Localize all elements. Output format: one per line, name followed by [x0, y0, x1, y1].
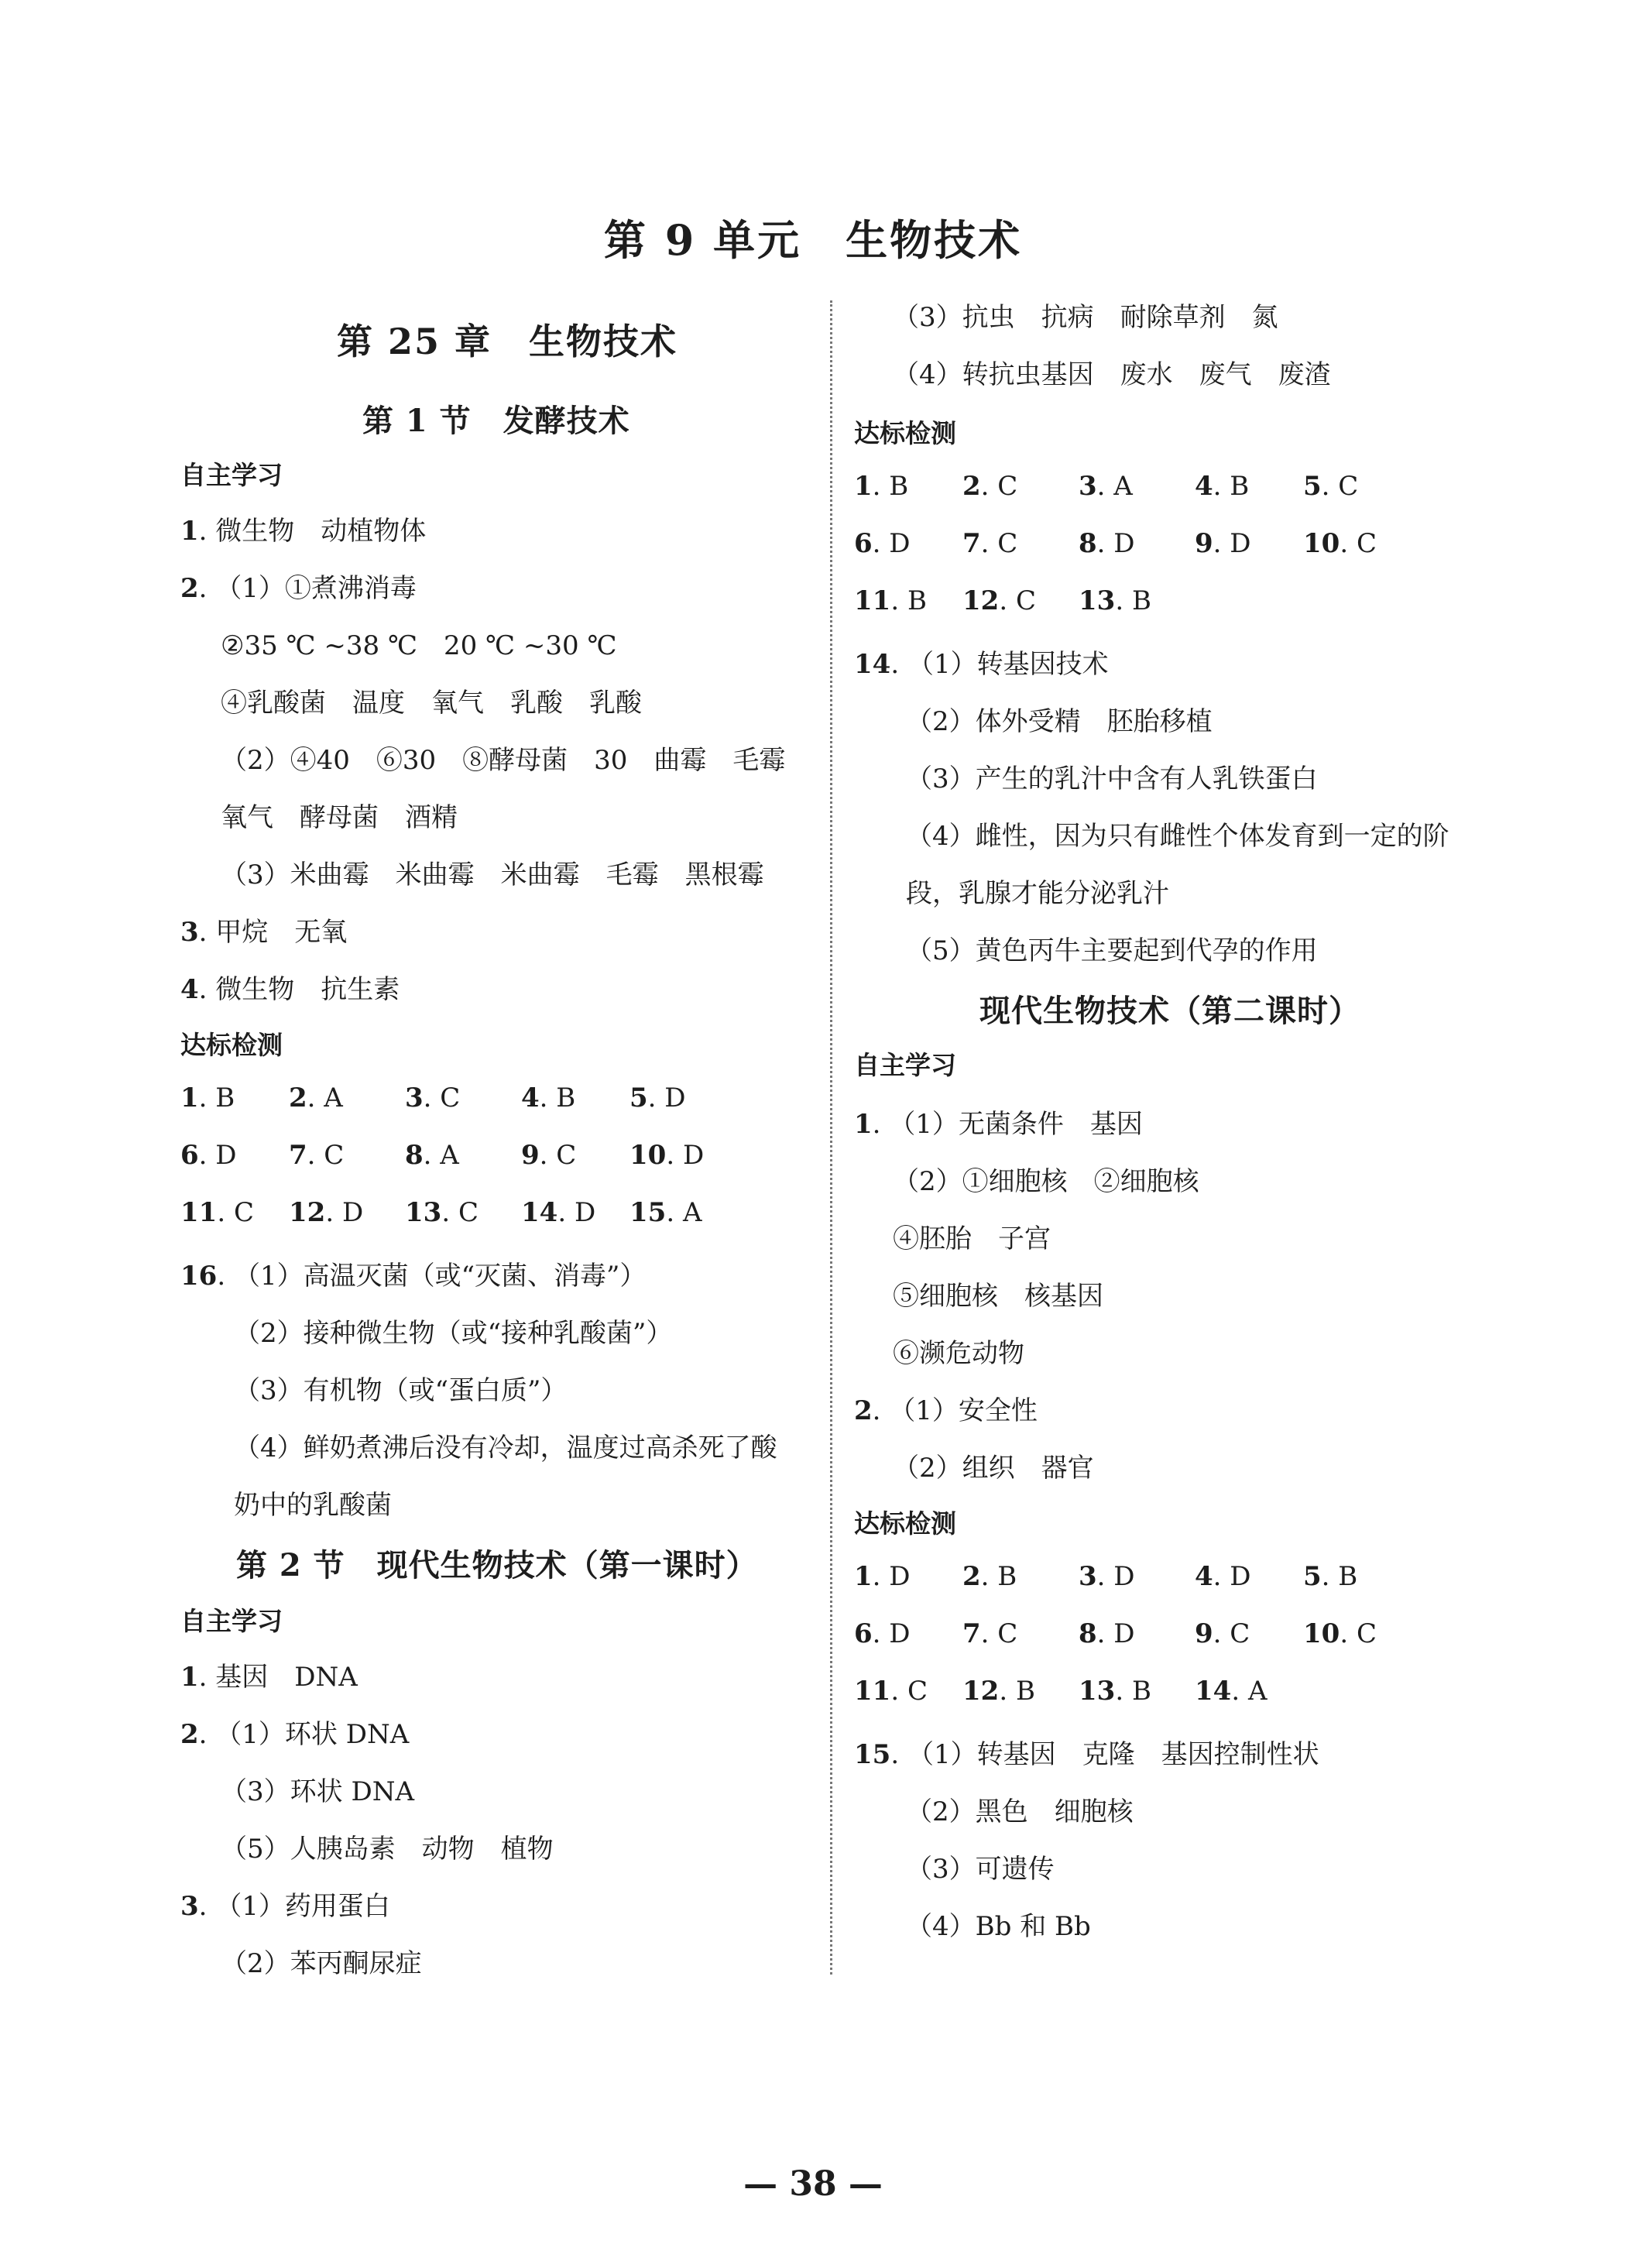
page-number: — 38 — — [743, 2164, 883, 2204]
r-self-item-1-line: ④胚胎 子宫 — [893, 1223, 1051, 1254]
answer-item: 8. A — [405, 1140, 459, 1171]
answer-item: 8. D — [1079, 528, 1135, 559]
s2-self-item-2-line: （3）环状 DNA — [221, 1776, 415, 1807]
s1-q16-line: 奶中的乳酸菌 — [234, 1490, 392, 1521]
answer-item: 5. B — [1303, 1561, 1358, 1592]
answer-item: 7. C — [962, 528, 1018, 559]
s2-self-item-3-line: （2）苯丙酮尿症 — [221, 1948, 422, 1979]
answer-item: 7. C — [962, 1618, 1018, 1649]
r-self-item-2: 2. （1）安全性 — [854, 1395, 1038, 1426]
r-q15-line: 15. （1）转基因 克隆 基因控制性状 — [854, 1739, 1319, 1770]
answer-item: 14. A — [1195, 1676, 1268, 1707]
section-3-title: 现代生物技术（第二课时） — [979, 993, 1360, 1029]
s1-self-item-2-line: ④乳酸菌 温度 氧气 乳酸 乳酸 — [221, 688, 642, 719]
s1-self-item-1: 1. 微生物 动植物体 — [180, 516, 427, 547]
r-q15-line: （3）可遗传 — [906, 1854, 1055, 1885]
answer-item: 10. C — [1303, 528, 1377, 559]
r-self-item-1-line: （2）①细胞核 ②细胞核 — [893, 1166, 1199, 1197]
r-test2-heading: 达标检测 — [854, 1508, 956, 1539]
r-test1-heading: 达标检测 — [854, 418, 956, 448]
answer-item: 6. D — [180, 1140, 237, 1171]
r-self-item-1-line: ⑥濒危动物 — [893, 1338, 1024, 1369]
r-self-item-1-line: ⑤细胞核 核基因 — [893, 1281, 1103, 1312]
answer-item: 10. C — [1303, 1618, 1377, 1649]
answer-item: 6. D — [854, 528, 911, 559]
answer-item: 7. C — [289, 1140, 345, 1171]
s1-q16-line: （2）接种微生物（或“接种乳酸菌”） — [234, 1318, 673, 1349]
s1-q16-line: 16. （1）高温灭菌（或“灭菌、消毒”） — [180, 1261, 647, 1292]
answer-item: 14. D — [521, 1197, 596, 1228]
answer-item: 9. D — [1195, 528, 1251, 559]
s1-test-heading: 达标检测 — [180, 1030, 283, 1060]
answer-item: 12. D — [289, 1197, 364, 1228]
answer-item: 13. B — [1079, 585, 1151, 616]
answer-item: 11. C — [180, 1197, 254, 1228]
s1-self-item-3: 3. 甲烷 无氧 — [180, 917, 348, 948]
answer-item: 9. C — [521, 1140, 577, 1171]
answer-item: 15. A — [629, 1197, 702, 1228]
s2-self-study-heading: 自主学习 — [180, 1606, 283, 1636]
r-q15-line: （2）黑色 细胞核 — [906, 1796, 1134, 1827]
s2-self-item-2-line: （5）人胰岛素 动物 植物 — [221, 1834, 554, 1865]
answer-item: 12. C — [962, 585, 1036, 616]
r-q14-line: （5）黄色丙牛主要起到代孕的作用 — [906, 935, 1318, 966]
answer-item: 3. C — [405, 1083, 461, 1113]
r-q14-line: （2）体外受精 胚胎移植 — [906, 706, 1213, 737]
answer-item: 4. D — [1195, 1561, 1251, 1592]
s1-q16-line: （4）鲜奶煮沸后没有冷却，温度过高杀死了酸 — [234, 1433, 777, 1463]
r-top-line: （3）抗虫 抗病 耐除草剂 氮 — [893, 302, 1278, 333]
r-q14-line: 段，乳腺才能分泌乳汁 — [906, 878, 1169, 909]
answer-item: 2. B — [962, 1561, 1017, 1592]
s1-self-item-2-line: （3）米曲霉 米曲霉 米曲霉 毛霉 黑根霉 — [221, 860, 764, 890]
section-1-title: 第 1 节 发酵技术 — [362, 403, 630, 439]
answer-item: 11. B — [854, 585, 927, 616]
r-self-item-2-line: （2）组织 器官 — [893, 1453, 1094, 1484]
s1-q16-line: （3）有机物（或“蛋白质”） — [234, 1375, 568, 1406]
answer-item: 1. B — [180, 1083, 235, 1113]
s2-self-item-3: 3. （1）药用蛋白 — [180, 1891, 390, 1922]
s1-self-item-2-line: 氧气 酵母菌 酒精 — [221, 802, 458, 833]
answer-item: 3. D — [1079, 1561, 1135, 1592]
r-q14-line: （3）产生的乳汁中含有人乳铁蛋白 — [906, 763, 1318, 794]
answer-item: 6. D — [854, 1618, 911, 1649]
answer-item: 4. B — [521, 1083, 576, 1113]
answer-item: 13. C — [405, 1197, 479, 1228]
answer-item: 13. B — [1079, 1676, 1151, 1707]
answer-item: 8. D — [1079, 1618, 1135, 1649]
answer-item: 2. A — [289, 1083, 343, 1113]
answer-item: 1. B — [854, 471, 909, 502]
answer-item: 10. D — [629, 1140, 705, 1171]
answer-item: 11. C — [854, 1676, 928, 1707]
answer-item: 5. C — [1303, 471, 1359, 502]
r-q14-line: （4）雌性，因为只有雌性个体发育到一定的阶 — [906, 821, 1449, 852]
s1-self-item-2-line: ②35 ℃ ~38 ℃ 20 ℃ ~30 ℃ — [221, 630, 617, 661]
answer-item: 1. D — [854, 1561, 911, 1592]
r-self-item-1: 1. （1）无菌条件 基因 — [854, 1109, 1143, 1140]
r-q14-line: 14. （1）转基因技术 — [854, 649, 1109, 680]
answer-item: 2. C — [962, 471, 1018, 502]
s1-self-item-2-line: （2）④40 ⑥30 ⑧酵母菌 30 曲霉 毛霉 — [221, 745, 786, 776]
section-2-title: 第 2 节 现代生物技术（第一课时） — [236, 1547, 758, 1583]
answer-item: 12. B — [962, 1676, 1035, 1707]
column-divider — [830, 300, 832, 1975]
chapter-title: 第 25 章 生物技术 — [337, 321, 678, 362]
answer-item: 3. A — [1079, 471, 1133, 502]
s2-self-item-2: 2. （1）环状 DNA — [180, 1719, 410, 1750]
s1-self-item-2: 2. （1）①煮沸消毒 — [180, 573, 417, 604]
s1-self-item-4: 4. 微生物 抗生素 — [180, 974, 400, 1005]
r-self-study-heading: 自主学习 — [854, 1050, 956, 1080]
unit-title: 第 9 单元 生物技术 — [603, 215, 1023, 265]
answer-item: 4. B — [1195, 471, 1250, 502]
s2-self-item-1: 1. 基因 DNA — [180, 1662, 358, 1693]
r-q15-line: （4）Bb 和 Bb — [906, 1911, 1091, 1942]
answer-item: 9. C — [1195, 1618, 1250, 1649]
answer-item: 5. D — [629, 1083, 686, 1113]
s1-self-study-heading: 自主学习 — [180, 460, 283, 490]
r-top-line: （4）转抗虫基因 废水 废气 废渣 — [893, 359, 1331, 390]
